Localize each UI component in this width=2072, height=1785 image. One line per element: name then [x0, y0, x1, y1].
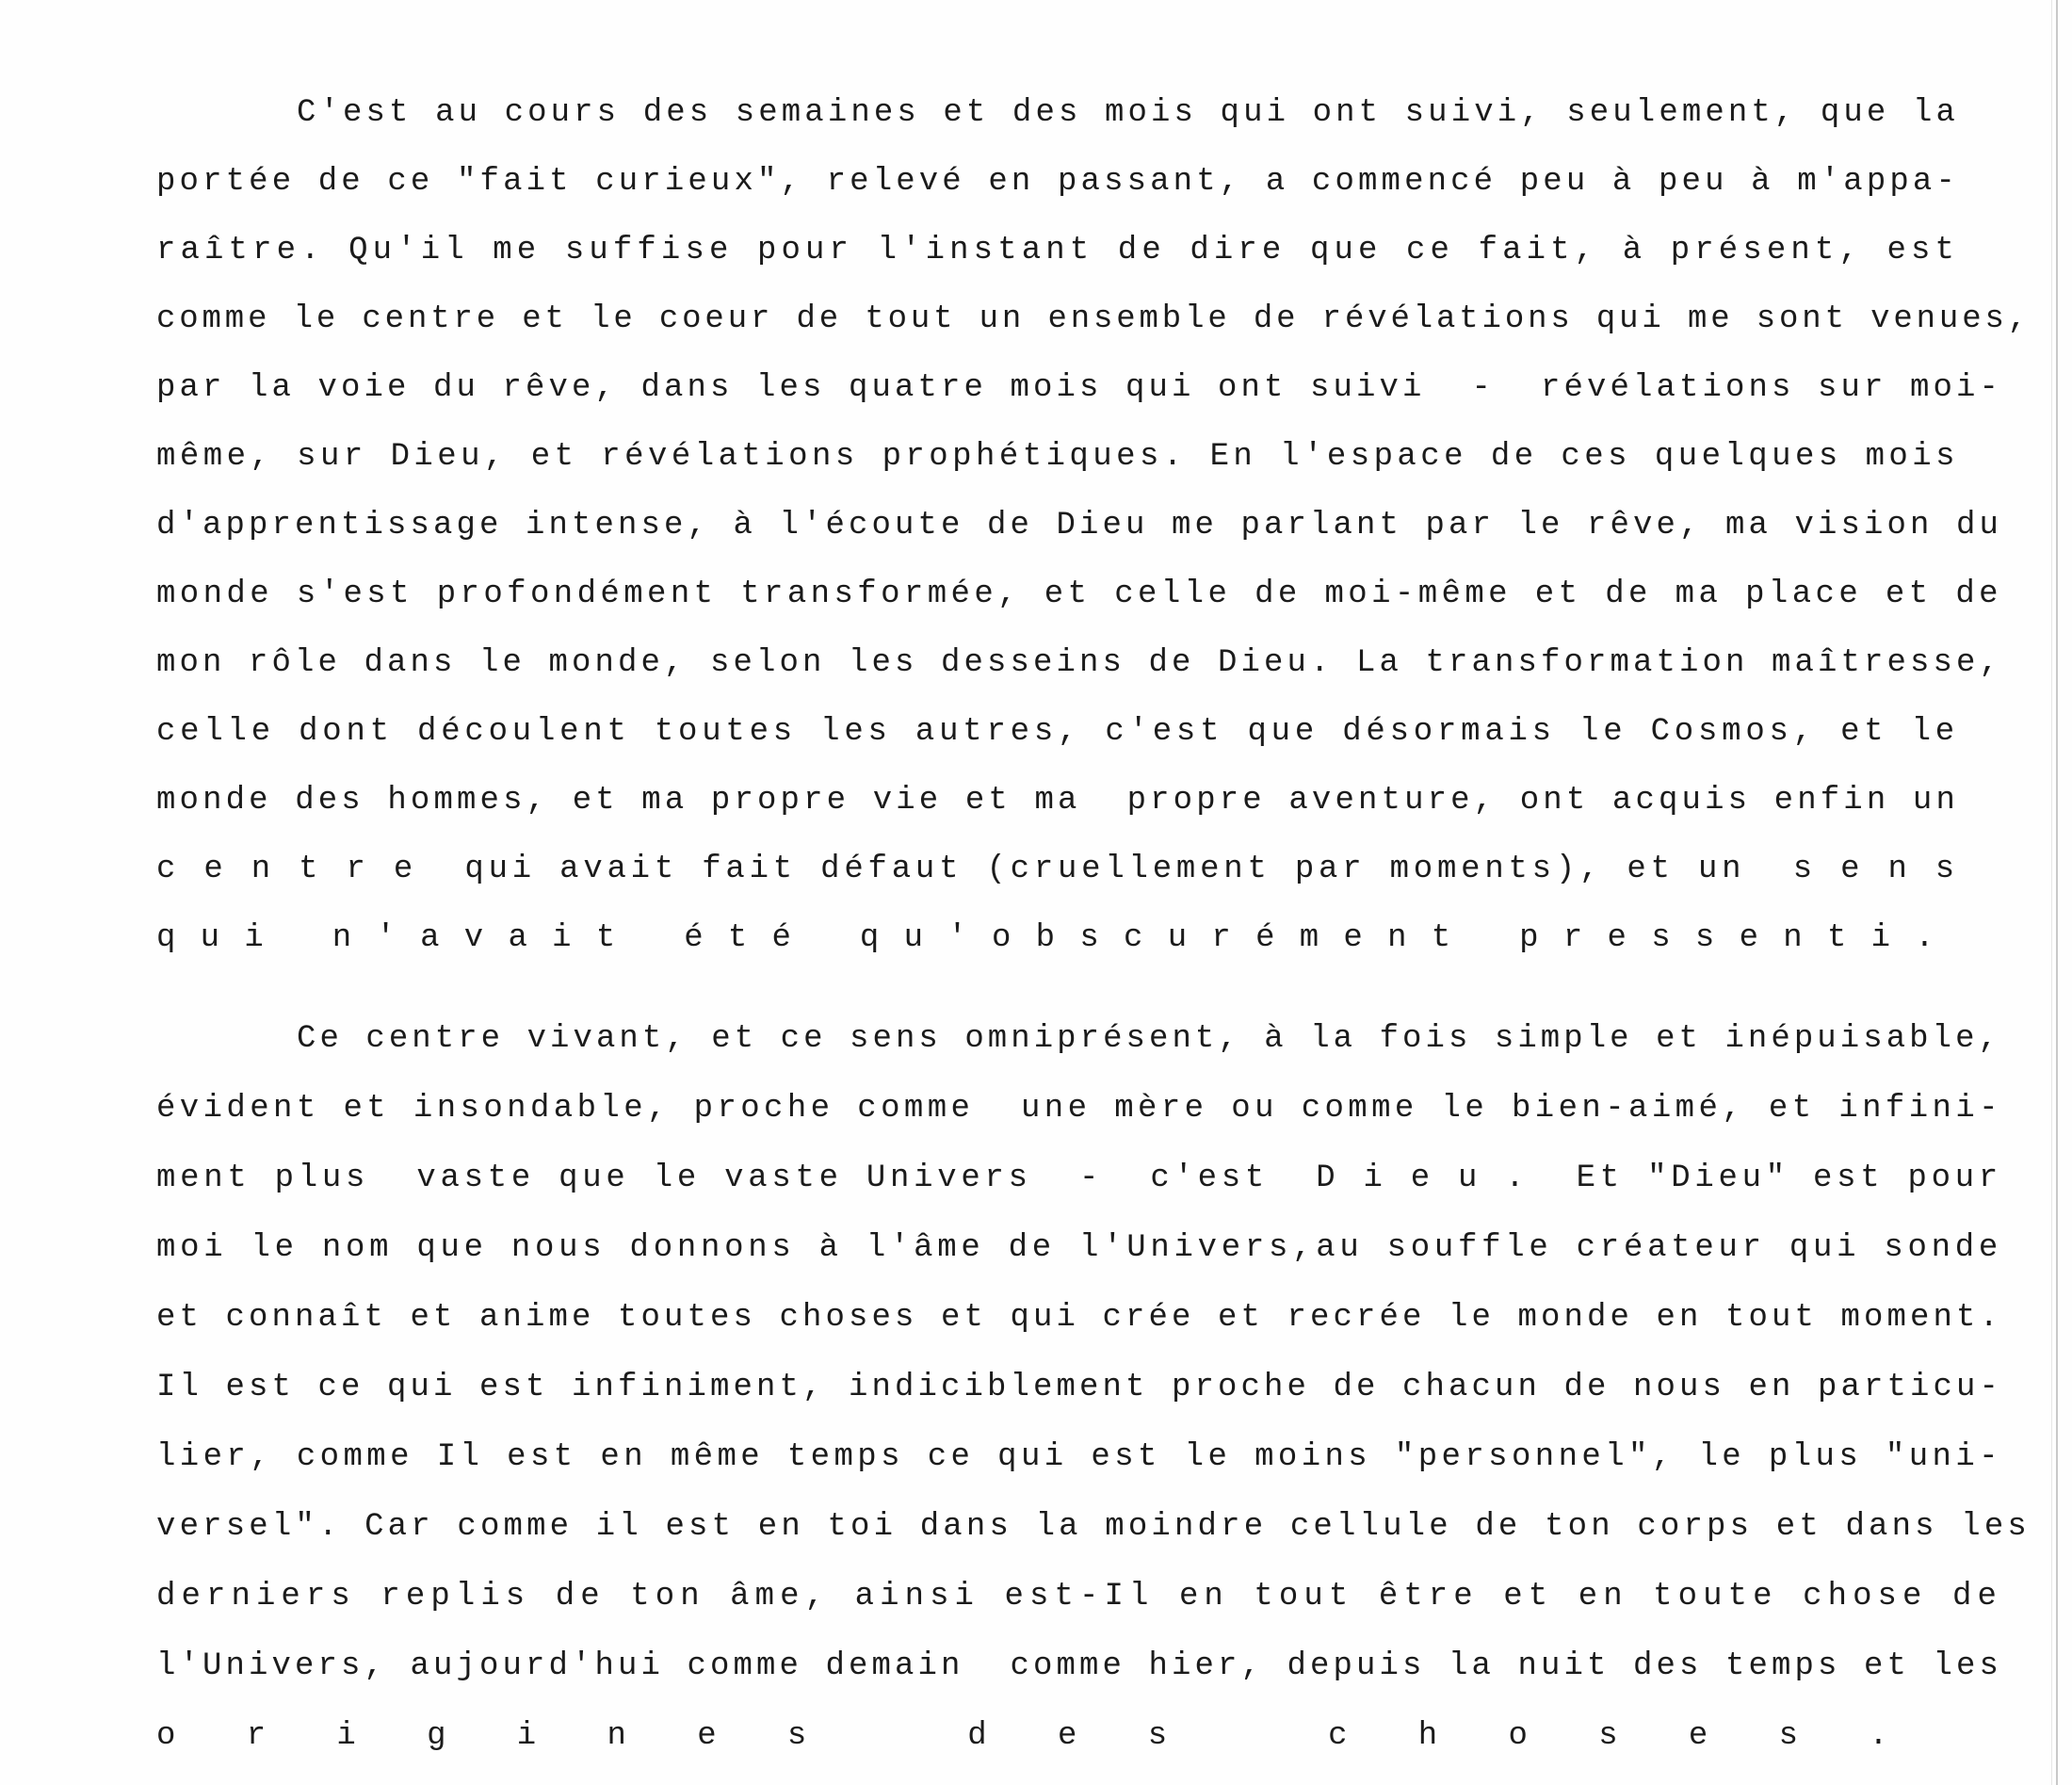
- p1-line-5: par la voie du rêve, dans les quatre mois qui ont suivi - révélations sur moi-: [156, 370, 2002, 406]
- p1-line-3: raître. Qu'il me suffise pour l'instant de dire que ce fait, à présent, est: [156, 233, 1959, 268]
- p2-line-5: et connaît et anime toutes choses et qui crée et recrée le monde en tout moment.: [156, 1300, 2002, 1336]
- p2-line-2: évident et insondable, proche comme une mère ou comme le bien-aimé, et infini-: [156, 1091, 2002, 1127]
- p1-line-2: portée de ce "fait curieux", relevé en passant, a commencé peu à peu à m'appa-: [156, 164, 1959, 200]
- p2-line-10: l'Univers, aujourd'hui comme demain comme hier, depuis la nuit des temps et les: [156, 1648, 2002, 1684]
- p1-line-13: qui n'avait été qu'obscurément pressenti.: [156, 920, 1959, 956]
- p2-line-9: derniers replis de ton âme, ainsi est-Il en tout être et en toute chose de: [156, 1579, 2002, 1615]
- p1-line-10: celle dont découlent toutes les autres, c'est que désormais le Cosmos, et le: [156, 714, 1959, 750]
- p2-line-8: versel". Car comme il est en toi dans la moindre cellule de ton corps et dans les: [156, 1509, 2031, 1545]
- p1-line-11: monde des hommes, et ma propre vie et ma propre aventure, ont acquis enfin un: [156, 783, 1959, 819]
- p1-line-8: monde s'est profondément transformée, et celle de moi-même et de ma place et de: [156, 576, 2002, 612]
- p1-line-9: mon rôle dans le monde, selon les desseins de Dieu. La transformation maîtresse,: [156, 645, 2002, 681]
- p1-line-4: comme le centre et le coeur de tout un ensemble de révélations qui me sont venues,: [156, 301, 2031, 337]
- p2-line-3: ment plus vaste que le vaste Univers - c'est D i e u . Et "Dieu" est pour: [156, 1160, 2002, 1196]
- p1-line-1: C'est au cours des semaines et des mois qui ont suivi, seulement, que la: [297, 95, 1959, 131]
- p1-line-6: même, sur Dieu, et révélations prophétiques. En l'espace de ces quelques mois: [156, 439, 1959, 475]
- p1-line-7: d'apprentissage intense, à l'écoute de Dieu me parlant par le rêve, ma vision du: [156, 508, 2002, 544]
- p2-line-7: lier, comme Il est en même temps ce qui est le moins "personnel", le plus "uni-: [156, 1439, 2002, 1475]
- p2-line-11: origines des choses.: [156, 1718, 1959, 1754]
- p2-line-6: Il est ce qui est infiniment, indiciblement proche de chacun de nous en particu-: [156, 1370, 2002, 1405]
- p1-line-12: c e n t r e qui avait fait défaut (cruellement par moments), et un s e n s: [156, 852, 1959, 887]
- p2-line-1: Ce centre vivant, et ce sens omniprésent, à la fois simple et inépuisable,: [297, 1021, 2001, 1057]
- p2-line-4: moi le nom que nous donnons à l'âme de l'Univers,au souffle créateur qui sonde: [156, 1230, 2002, 1266]
